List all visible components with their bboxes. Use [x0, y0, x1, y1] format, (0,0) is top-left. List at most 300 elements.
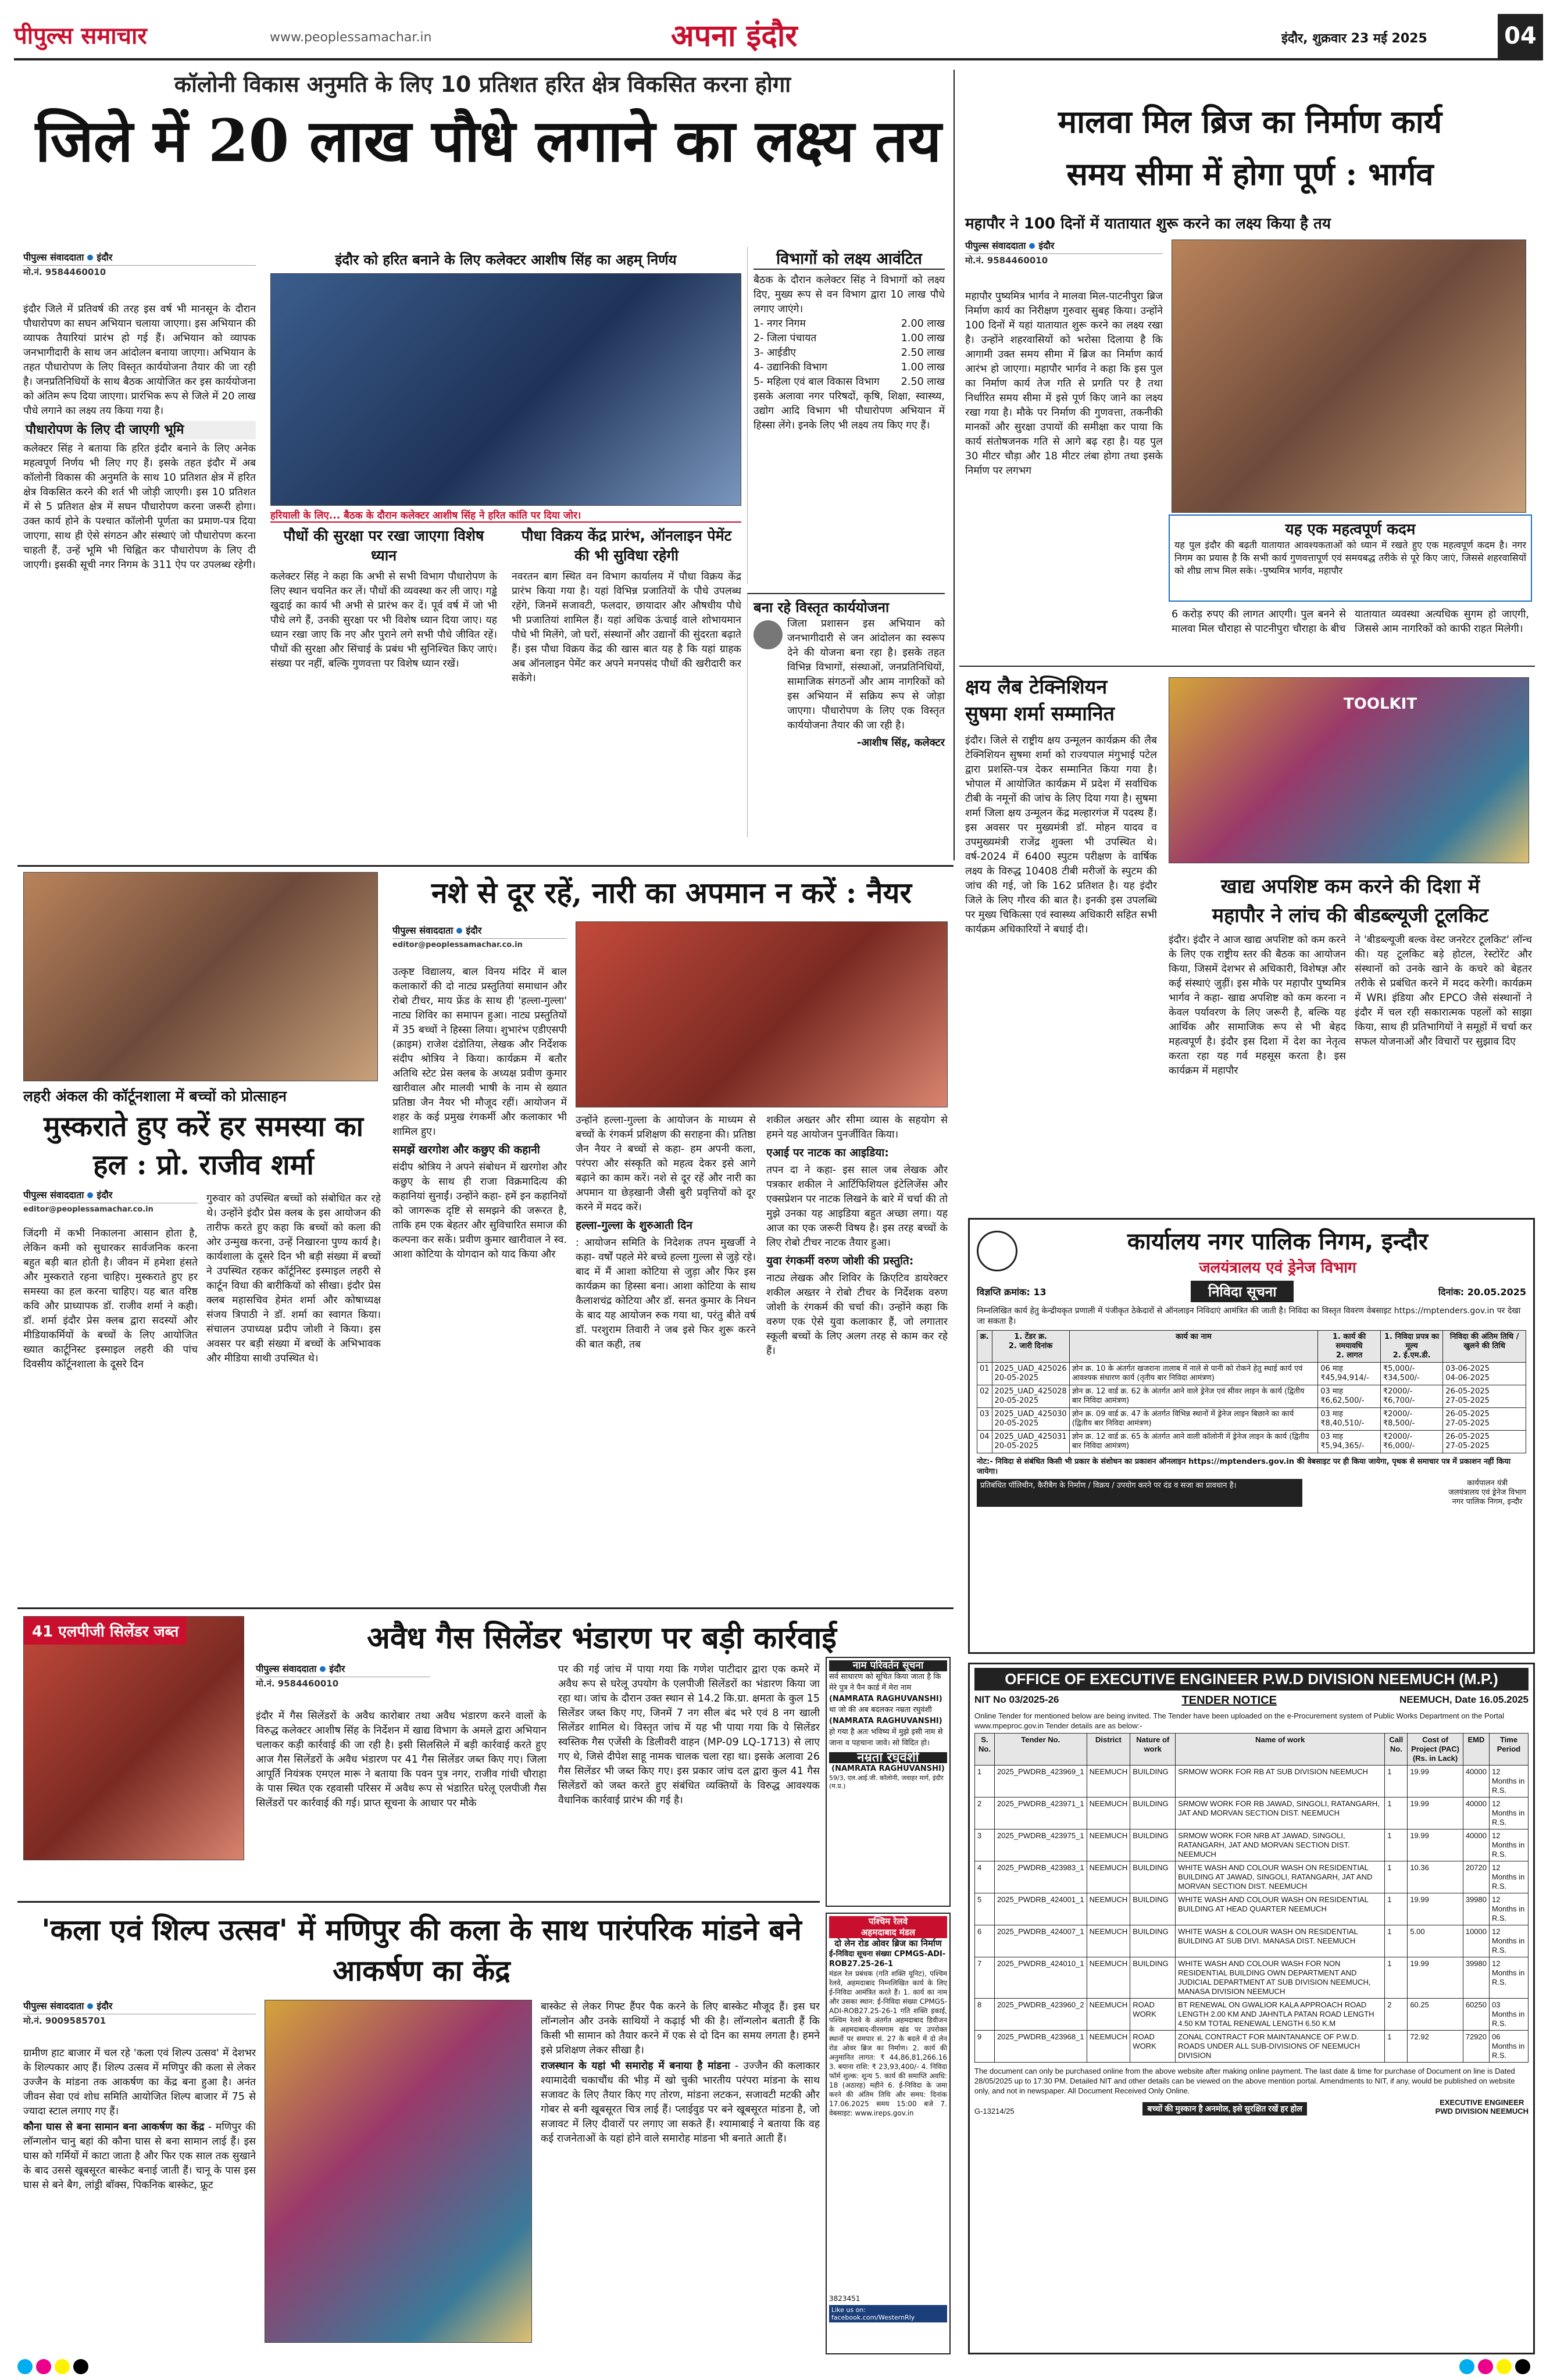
table-cell: 12 Months in R.S. [1490, 1957, 1529, 1999]
lpg-cylinders-photo [23, 1616, 244, 1860]
byline-mobile: मो.नं. 9584460010 [23, 267, 106, 277]
table-cell: 2025_UAD_425031 20-05-2025 [992, 1431, 1069, 1453]
ad-header [829, 1916, 947, 1938]
table-cell: 4 [975, 1861, 995, 1893]
table-cell: BUILDING [1130, 1861, 1176, 1893]
story1-byline [23, 251, 256, 278]
table-cell: 5 [975, 1893, 995, 1925]
paragraph: इंदौर जिले में प्रतिवर्ष की तरह इस वर्ष भी मानसून के दौरान पौधारोपण का सघन अभियान चलाया जाएगा। इस अभियान की व्यापक तैयारियां प्रारंभ हो गई हैं। अभियान को व्यापक जनभागीदारी के साथ जन आंदोलन बनाया जाएगा। अभियान के तहत पौधारोपण के लिए विस्तृत कार्ययोजना तैयार की जा रही है। जनप्रतिनिधियों के साथ बैठक आयोजित कर इस कार्ययोजना को अंतिम रूप दिया जाएगा। प्रारंभिक रूप से जिले में 20 लाख पौधे लगाने का लक्ष्य तय किया गया है। [23, 303, 256, 417]
table-cell: ज्ञोन क्र. 12 वार्ड क्र. 62 के अंतर्गत आने वाले ड्रेनेज एवं सीवर लाइन के कार्य (द्वितीय बार निविदा आमंत्रण) [1069, 1385, 1318, 1408]
table-header-cell: कार्य का नाम [1069, 1331, 1318, 1363]
railway-ad [826, 1913, 951, 2354]
table-cell: 1 [1385, 1797, 1408, 1829]
table-cell: 40000 [1463, 1829, 1489, 1861]
table-cell: 01 [977, 1363, 992, 1385]
table-cell: 06 Months in R.S. [1490, 2031, 1529, 2063]
story6-kicker: लहरी अंकल की कॉर्टूनशाला में बच्चों को प्रोत्साहन [23, 1088, 287, 1105]
table-cell: BUILDING [1130, 1925, 1176, 1957]
target-dept: 2- जिला पंचायत [753, 333, 817, 344]
table-header-cell: Name of work [1176, 1734, 1385, 1766]
target-value: 2.00 लाख [901, 318, 945, 330]
story2-col3: यातायात व्यवस्था अत्यधिक सुगम हो जाएगी, जिससे आम नागरिकों को काफी राहत मिलेगी। [1355, 609, 1529, 635]
story7-col1: इंदौर में गैस सिलेंडरों के अवैध कारोबार तथा अवैध भंडारण करने वालों के विरुद्ध कलेक्टर आशीष सिंह के निर्देशन में खाद्य विभाग के अमले द्वारा अभियान चलाकर कड़ी कार्रवाई की जा रही है। इसी सिलसिले में बड़ी कार्रवाई करते हुए आज गैस सिलेंडरों के अवैध भंडारण पर 41 गैस सिलेंडर जब्त किए गए। जिला आपूर्ति नियंत्रक एमएल मारू ने बताया कि पवन पुत्र नगर, राजीव गांधी चौराहा के पास स्थित एक रहवासी परिसर में अवैध रूप से भंडारित घरेलू एलपीजी गैस सिलेंडरों पर कार्रवाई की गई। प्राप्त सूचना के आधार पर मौके [256, 1710, 547, 1809]
table-cell: WHITE WASH AND COLOUR WASH ON RESIDENTIAL BUILDING AT HEAD QUARTER NEEMUCH [1176, 1893, 1385, 1925]
ad-intro: Online Tender for mentioned below are being invited. The Tender have been uploaded on the e-Procurement system of Public Works Department on the Portal www.mpeproc.gov.in Tender details are as below:- [974, 1711, 1505, 1730]
nagar-nigam-ad [968, 1218, 1535, 1654]
byline-name: पीपुल्स संवाददाता [23, 252, 84, 263]
story2-col1: महापौर पुष्यमित्र भार्गव ने मालवा मिल-पाटनीपुरा ब्रिज निर्माण कार्य का निरीक्षण गुरुवार सुबह किया। उन्होंने 100 दिनों में यहां यातायात शुरू करने का लक्ष्य रखा है। उन्होंने शहरवासियों को भरोसा दिलाया है कि आगामी उक्त समय सीमा में ब्रिज का निर्माण कार्य आरंभ हो जाएगा। महापौर भार्गव ने कहा कि इस पुल का निर्माण कार्य तेज गति से प्रगति पर है तथा निर्धारित समय सीमा में इसे पूर्ण किए जाने का लक्ष्य रखा गया है। मौके पर निर्माण की गुणवत्ता, तकनीकी मानकों और सुरक्षा उपायों की समीक्षा कर पाया कि कार्य संतोषजनक गति से आगे बढ़ रहा है। यह पुल 30 मीटर चौड़ा और 18 मीटर लंबा होगा तथा इसके निर्माण पर लगभग [965, 291, 1163, 477]
table-cell: 12 Months in R.S. [1490, 1766, 1529, 1797]
paragraph: बास्केट से लेकर गिफ्ट हैंपर पैक करने के लिए बास्केट मौजूद हैं। इस घर लॉन्गलोन और उनके साथियों ने कढ़ाई भी की है। लॉन्गलोन बताती हैं कि किसी भी सामान को तैयार करने में एक से दो दिन का समय लगता है। हमने इसे प्रशिक्षण लेकर सीखा है। [541, 2001, 820, 2056]
quote-text: जिला प्रशासन इस अभियान को जनभागीदारी से जन आंदोलन का स्वरूप देने की योजना बना रहा है। इसके तहत विभिन्न विभागों, संस्थाओं, जनप्रतिनिधियों, सामाजिक संगठनों और आम नागरिकों को इस अभियान में सक्रिय रूप से जोड़ा जाएगा। पौधारोपण के लिए एक विस्तृत कार्ययोजना तैयार की जा रही है। [787, 618, 945, 731]
target-value: 2.50 लाख [901, 376, 945, 388]
byline-city: इंदौर [329, 1663, 345, 1674]
bullet-icon [456, 928, 462, 934]
meeting-photo [270, 273, 741, 506]
target-box-title: विभागों को लक्ष्य आवंटित [753, 247, 945, 270]
byline-city: इंदौर [466, 925, 482, 936]
table-cell: 2025_PWDRB_423975_1 [994, 1829, 1087, 1861]
table-header-cell: S. No. [975, 1734, 995, 1766]
bullet-icon [87, 255, 93, 260]
ad-title: OFFICE OF EXECUTIVE ENGINEER P.W.D DIVISION NEEMUCH (M.P.) [974, 1668, 1529, 1691]
table-row [977, 1431, 1526, 1453]
table-cell: 04 [977, 1431, 992, 1453]
table-cell: NEEMUCH [1087, 1861, 1130, 1893]
table-cell: 19.99 [1408, 1957, 1463, 1999]
award-photo [1169, 677, 1529, 863]
subheading: युवा रंगकर्मी वरुण जोशी की प्रस्तुति: [766, 1255, 914, 1267]
table-cell: 12 Months in R.S. [1490, 1829, 1529, 1861]
table-cell: SRMOW WORK FOR RB AT SUB DIVISION NEEMUCH [1176, 1766, 1385, 1797]
paper-logo[interactable]: पीपुल्स समाचार [14, 22, 147, 49]
table-cell: 3 [975, 1829, 995, 1861]
target-row [753, 375, 945, 389]
table-header-cell: क्र. [977, 1331, 992, 1363]
facebook-link[interactable]: Like us on: facebook.com/WesternRly [829, 2305, 947, 2322]
story5-col2 [576, 1113, 756, 1599]
cartoon-workshop-photo [23, 872, 378, 1081]
story4-col2: ने 'बीडब्ल्यूजी बल्क वेस्ट जनरेटर टूलकिट' लॉन्च की। यह टूलकिट बड़े होटल, रेस्टोरेंट और संस्थानों को उनके खाने के कचरे को बेहतर तरीके से प्रबंधित करने में मदद करेगी। कार्यक्रम में WRI इंडिया और EPCO जैसे संस्थानों ने इंदौर में चल रही सकारात्मक पहलों को साझा किया, साथ ही प्रतिभागियों ने समूहों में चर्चा कर सफल योजनाओं और विचारों पर सुझाव दिए [1355, 934, 1532, 1048]
target-box [747, 247, 945, 584]
ad-title: दो लेन रोड ओवर ब्रिज का निर्माण [834, 1938, 942, 1949]
byline-mobile: मो.नं. 9009585701 [23, 2016, 106, 2026]
table-row [975, 1957, 1529, 1999]
table-cell: ZONAL CONTRACT FOR MAINTANANCE OF P.W.D. ROADS UNDER ALL SUB-DIVISIONS OF NEEMUCH DIVISION [1176, 2031, 1385, 2063]
table-cell: 5.00 [1408, 1925, 1463, 1957]
table-cell: 03 माह ₹5,94,365/- [1318, 1431, 1381, 1453]
ad-body: मंडल रेल प्रबंधक (गति शक्ति यूनिट), पश्चिम रेलवे, अहमदाबाद निम्नलिखित कार्य के लिए ई-निविदा आमंत्रित करते हैं। 1. कार्य का नाम और उसका स्थान: ई-निविदा संख्या CPMGS-ADI-ROB27.25-26-1 गति शक्ति इकाई, पश्चिम रेलवे के अंतर्गत अहमदाबाद डिवीजन के अहमदाबाद-वीरमगाम खंड पर उपरोक्त स्थानों पर समपार सं. 27 के बदले में दो लेन रोड ओवर ब्रिज का निर्माण। 2. कार्य की अनुमानित लागत: ₹ 44,86,81,266.16 3. बयाना राशि: ₹ 23,93,400/- 4. निविदा फॉर्म शुल्क: शून्य 5. कार्य की समाप्ति अवधि: 18 (अठारह) महीने 6. ई-निविदा के जमा करने की अंतिम तिथि और समय: दिनांक 17.06.2025 समय 15:00 बजे 7. वेबसाइट: www.ireps.gov.in [829, 1970, 947, 2117]
table-row [975, 1861, 1529, 1893]
table-cell: 2 [1385, 1999, 1408, 2031]
paragraph: कलेक्टर सिंह ने बताया कि हरित इंदौर बनाने के लिए अनेक महत्वपूर्ण निर्णय भी लिए गए हैं। इसके तहत इंदौर में अब कॉलोनी विकास की अनुमति के साथ 10 प्रतिशत क्षेत्र में हरित क्षेत्र विकसित करने की शर्त भी जोड़ी जाएगी। इस 10 प्रतिशत में से 5 प्रतिशत क्षेत्र में सघन पौधारोपण करना जरूरी होगा। उक्त कार्य होने के पश्चात कॉलोनी पूर्णता का प्रमाण-पत्र दिया जाएगा, साथ ही ऐसे संगठन और संस्थाएं जो पौधारोपण करना चाहती हैं, उन्हें भूमि भी चिह्नित कर पौधारोपण के लिए दी जाएगी। इसकी सूची नगर निगम के 311 ऐप पर उपलब्ध रहेगी। [23, 443, 256, 571]
subheading: एआई पर नाटक का आइडिया: [766, 1146, 889, 1159]
story5-col1 [392, 965, 567, 1599]
story6-headline: मुस्कराते हुए करें हर समस्या का हल : प्रो. राजीव शर्मा [43, 1110, 364, 1181]
table-cell: 12 Months in R.S. [1490, 1861, 1529, 1893]
toolkit-label: TOOLKIT [1344, 695, 1417, 713]
table-header-cell: Call No. [1385, 1734, 1408, 1766]
tender-table [977, 1330, 1526, 1453]
table-cell: 2025_PWDRB_424010_1 [994, 1957, 1087, 1999]
section-divider [17, 1901, 820, 1903]
story8-col2 [541, 2000, 820, 2343]
table-cell: SRMOW WORK FOR RB JAWAD, SINGOLI, RATANGARH, JAT AND MORVAN SECTION DIST. NEEMUCH [1176, 1797, 1385, 1829]
table-cell: 02 [977, 1385, 992, 1408]
table-cell: 2025_PWDRB_423960_2 [994, 1999, 1087, 2031]
table-cell: 9 [975, 2031, 995, 2063]
byline-name: पीपुल्स संवाददाता [23, 2000, 84, 2011]
story3-headline1: क्षय लैब टेक्निशियन [965, 676, 1108, 699]
ad-title: नाम परिवर्तन सूचना [829, 1660, 947, 1671]
story5-headline: नशे से दूर रहें, नारी का अपमान न करें : नैयर [431, 875, 912, 910]
story2-col2: 6 करोड़ रुपए की लागत आएगी। पुल बनने से मालवा मिल चौराहा से पाटनीपुरा चौराहा के बीच [1172, 609, 1346, 635]
table-cell: BT RENEWAL ON GWALIOR KALA APPROACH ROAD LENGTH 2.00 KM AND JAHNTLA PATAN ROAD LENGTH 4.50 KM TOTAL RENEWAL LENGTH 6.50 K.M [1176, 1999, 1385, 2031]
play-performance-photo [576, 921, 948, 1107]
story3-text: इंदौर। जिले से राष्ट्रीय क्षय उन्मूलन कार्यक्रम की लैब टेक्निशियन सुषमा शर्मा को राज्यपाल मंगुभाई पटेल द्वारा प्रशस्ति-पत्र देकर सम्मानित किया गया है। भोपाल में आयोजित कार्यक्रम में प्रदेश में सर्वाधिक टीबी के नमूनों की जांच के लिए दिया गया है। सुषमा शर्मा जिला क्षय उन्मूलन केंद्र मल्हारगंज में पदस्थ हैं। इस अवसर पर मुख्यमंत्री डॉ. मोहन यादव व उपमुख्यमंत्री राजेंद्र शुक्ला भी उपस्थित थे। वर्ष-2024 में 6400 स्पुटम परीक्षण के वार्षिक लक्ष्य के विरुद्ध 10408 टीबी मरीजों के स्पुटम की जांच की गई, जो कि 162 प्रतिशत है। यह इंदौर जिले के लिए गौरव की बात है। इनकी इस उपलब्धि पर मुख्य चिकित्सा एवं स्वास्थ्य अधिकारी सहित सभी कार्यक्रम अधिकारियों ने बधाई दी। [965, 735, 1157, 935]
story2-headline2: समय सीमा में होगा पूर्ण : भार्गव [1066, 155, 1434, 192]
ad-slogan: बच्चों की मुस्कान है अनमोल, इसे सुरक्षित रखें हर होल [1142, 2102, 1306, 2115]
section-divider [17, 865, 954, 867]
paragraph: - मणिपुर की लॉन्गलोन चानु बहां की कौना घास से बना सामान लाई हैं। इस घास को गर्मियों में काटा जाता है और फिर एक साल तक सुखाने के बाद उससे खूबसूरत बास्केट बनाई जाती हैं। चानू के पास इस घास से बने बैग, लांड्री बॉक्स, पिकनिक बास्केट, फ्रूट [23, 2121, 256, 2191]
table-cell: 39980 [1463, 1893, 1489, 1925]
notice-date: दिनांक: 20.05.2025 [1438, 1286, 1526, 1298]
yellow-mark [1497, 2359, 1512, 2374]
table-header-cell: 1. निविदा प्रपत्र का मूल्य 2. ई.एम.डी. [1380, 1331, 1442, 1363]
story6-col2: गुरुवार को उपस्थित बच्चों को संबोधित कर रहे थे। उन्होंने इंदौर प्रेस क्लब के इस आयोजन की तारीफ करते हुए कहा कि बच्चों को कला की ओर उन्मुख करना, उन्हें निखारना पुण्य कार्य है। कार्यशाला के दूसरे दिन भी बड़ी संख्या में बच्चों ने उपस्थित रहकर कॉर्टूनिस्ट इस्माइल लहरी से कार्टून विधा की बारीकियों को सीखा। इंदौर प्रेस क्लब महासचिव हेमंत शर्मा और कोषाध्यक्ष संजय त्रिपाठी ने डॉ. शर्मा का स्वागत किया। संचालन उपाध्यक्ष प्रदीप जोशी ने किया। इस अवसर पर बड़ी संख्या में बच्चों के अभिभावक और मीडिया साथी उपस्थित थे। [206, 1193, 381, 1364]
place-date: NEEMUCH, Date 16.05.2025 [1399, 1694, 1529, 1705]
quote-author: -आशीष सिंह, कलेक्टर [856, 737, 945, 749]
table-header-cell: EMD [1463, 1734, 1489, 1766]
nit-number: NIT No 03/2025-26 [974, 1694, 1059, 1705]
table-cell: NEEMUCH [1087, 1999, 1130, 2031]
table-cell: ROAD WORK [1130, 2031, 1176, 2063]
target-dept: 3- आईडीए [753, 347, 797, 359]
table-cell: 26-05-2025 27-05-2025 [1443, 1385, 1526, 1408]
table-cell: 2025_UAD_425028 20-05-2025 [992, 1385, 1069, 1408]
table-cell: 10000 [1463, 1925, 1489, 1957]
target-intro: बैठक के दौरान कलेक्टर सिंह ने विभागों को लक्ष्य दिए, मुख्य रूप से वन विभाग द्वारा 10 लाख पौधे लगाए जाएंगे। [753, 274, 945, 315]
story1-col2: कलेक्टर सिंह ने कहा कि अभी से सभी विभाग पौधारोपण के लिए स्थान चयनित कर लें। पौधों की व्यवस्था कर ली जाए। गड्ढे खुदाई का कार्य भी अभी से प्रारंभ कर दें। पूर्व वर्ष में जो भी पौधे लगे हैं, उनकी सुरक्षा पर भी विशेष ध्यान दिया जाए। यह ध्यान रखा जाए कि नए और पुराने लगे सभी पौधे जीवित रहें। पौधों की सुरक्षा और सिंचाई के प्रबंध भी सुनिश्चित किए जाएं। संख्या पर नहीं, बल्कि गुणवत्ता पर विशेष ध्यान रखें। [270, 571, 497, 670]
ad-address: 59/3, एल.आई.जी. कॉलोनी, जवाहर मार्ग, इंदौर (म.प्र.) [829, 1774, 944, 1790]
table-cell: 6 [975, 1925, 995, 1957]
caption-text: यह पुल इंदौर की बढ़ती यातायात आवश्यकताओं को ध्यान में रखते हुए एक महत्वपूर्ण कदम है। नगर निगम का प्रयास है कि सभी कार्य गुणवत्तापूर्ण एवं समयबद्ध तरीके से पूरे किए जाएं, जिससे शहरवासियों को शीघ्र लाभ मिल सके। -पुष्यमित्र भार्गव, महापौर [1174, 539, 1526, 576]
paragraph: संदीप श्रोत्रिय ने अपने संबोधन में खरगोश और कछुए के साथ ही राजा विक्रमादित्य की कहानियां सुनाईं। उन्होंने कहा- हमें इन कहानियों को जागरूक दृष्टि से समझने की जरूरत है, ताकि हम एक बेहतर और सुविचारित समाज की कल्पना कर सकें। प्रवीण कुमार खारीवाल ने स्व. आशा कोटिया के योगदान को याद किया और [392, 1162, 567, 1260]
table-cell: 1 [1385, 2031, 1408, 2063]
target-value: 1.00 लाख [901, 333, 945, 344]
bullet-icon [87, 2003, 93, 2009]
table-cell: 03-06-2025 04-06-2025 [1443, 1363, 1526, 1385]
table-cell: ₹2000/- ₹6,000/- [1380, 1431, 1442, 1453]
byline-city: इंदौर [1038, 240, 1055, 251]
notice-number: विज्ञप्ति क्रमांक: 13 [977, 1286, 1047, 1298]
story1-col1 [23, 302, 256, 837]
table-header-cell: Tender No. [994, 1734, 1087, 1766]
color-registration-marks [17, 2359, 92, 2377]
story2-deck: महापौर ने 100 दिनों में यातायात शुरू करने का लक्ष्य किया है तय [965, 215, 1331, 233]
photo-caption: हरियाली के लिए... बैठक के दौरान कलेक्टर आशीष सिंह ने हरित कांति पर दिया जोर। [270, 508, 741, 523]
table-cell: 20720 [1463, 1861, 1489, 1893]
emblem-icon [977, 1231, 1017, 1271]
subheading: कौना घास से बना सामान बना आकर्षण का केंद्र [23, 2121, 205, 2133]
table-cell: 1 [1385, 1766, 1408, 1797]
table-cell: 26-05-2025 27-05-2025 [1443, 1431, 1526, 1453]
story1-photo-deck: इंदौर को हरित बनाने के लिए कलेक्टर आशीष सिंह का अहम् निर्णय [335, 252, 677, 268]
table-cell: WHITE WASH AND COLOUR WASH FOR NON RESIDENTIAL BUILDING OWN DEPARTMENT AND JUDICIAL DEPARTMENT AT SUB DIVISION NEEMUCH, MANASA DIVISION NEEMUCH [1176, 1957, 1385, 1999]
quote-title: बना रहे विस्तृत कार्ययोजना [753, 599, 890, 616]
story1-kicker: कॉलोनी विकास अनुमति के लिए 10 प्रतिशत हरित क्षेत्र विकसित करना होगा [174, 72, 791, 97]
dateline: इंदौर, शुक्रवार 23 मई 2025 [1281, 31, 1427, 46]
table-cell: 72920 [1463, 2031, 1489, 2063]
bridge-photo [1172, 240, 1526, 513]
yellow-mark [55, 2359, 70, 2374]
paragraph: तपन दा ने कहा- इस साल जब लेखक और पत्रकार शकील ने आर्टिफिशियल इंटेलिजेंस और एक्सप्रेशन पर नाटक लिखने के बारे में चर्चा की तो मुझे उनका यह आइडिया बहुत अच्छा लगा। यह आज का एक जरूरी विषय है। इस तरह बच्चों के लिए रोबो टीचर नाटक तैयार हुआ। [766, 1164, 948, 1249]
ad-footer-left: प्रतिबंधित पॉलिथीन, कैरीबैग के निर्माण / विक्रय / उपयोग करने पर दंड व सजा का प्रावधान है। [977, 1479, 1302, 1507]
target-dept: 5- महिला एवं बाल विकास विभाग [753, 376, 880, 388]
target-outro: इसके अलावा नगर परिषदों, कृषि, शिक्षा, स्वास्थ्य, उद्योग आदि विभाग भी पौधारोपण अभियान में हिस्सा लेंगे। इनके लिए भी लक्ष्य तय किए गए हैं। [753, 391, 945, 431]
byline-city: इंदौर [97, 252, 113, 263]
target-row [753, 346, 945, 360]
table-cell: 7 [975, 1957, 995, 1999]
cyan-mark [1459, 2359, 1474, 2374]
table-cell: ₹2000/- ₹6,700/- [1380, 1385, 1442, 1408]
table-cell: 2 [975, 1797, 995, 1829]
table-row [975, 1925, 1529, 1957]
bullet-icon [87, 1192, 93, 1198]
table-cell: NEEMUCH [1087, 1829, 1130, 1861]
table-cell: 03 माह ₹8,40,510/- [1318, 1408, 1381, 1431]
table-cell: 12 Months in R.S. [1490, 1893, 1529, 1925]
story7-headline: अवैध गैस सिलेंडर भंडारण पर बड़ी कार्रवाई [367, 1620, 837, 1656]
story1-sub3: पौधा विक्रय केंद्र प्रारंभ, ऑनलाइन पेमेंट की भी सुविधा रहेगी [521, 527, 732, 564]
table-cell: 60250 [1463, 1999, 1489, 2031]
quote-box [747, 593, 945, 837]
subheading: पौधारोपण के लिए दी जाएगी भूमि [23, 421, 256, 439]
table-row [975, 1893, 1529, 1925]
table-cell: 1 [1385, 1957, 1408, 1999]
table-row [975, 1829, 1529, 1861]
subheading: समझें खरगोश और कछुए की कहानी [392, 1143, 540, 1156]
story8-col1 [23, 2046, 256, 2343]
tender-heading: ई-निविदा सूचना संख्या CPMGS-ADI-ROB27.25-26-1 [829, 1950, 946, 1968]
table-cell: 8 [975, 1999, 995, 2031]
table-header-cell: 1. टेंडर क्र. 2. जारी दिनांक [992, 1331, 1069, 1363]
ad-title: कार्यालय नगर पालिक निगम, इन्दौर [1127, 1228, 1429, 1255]
color-registration-marks [1459, 2359, 1534, 2377]
table-cell: ज्ञोन क्र. 10 के अंतर्गत खजराना तालाब में नाले से पानी को रोकने हेतु स्थाई कार्य एवं आवश्यक संधारण कार्य (तृतीय बार निविदा आमंत्रण) [1069, 1363, 1318, 1385]
ad-signature: कार्यपालन यंत्री जलयंत्रालय एवं ड्रेनेज विभाग नगर पालिक निगम, इन्दौर [1448, 1479, 1526, 1506]
table-cell: ज्ञोन क्र. 12 वार्ड क्र. 65 के अंतर्गत आने वाली कॉलोनी में ड्रेनेज लाइन के कार्य (द्वितीय बार निविदा आमंत्रण) [1069, 1431, 1318, 1453]
table-cell: 1 [1385, 1893, 1408, 1925]
railway-division: अहमदाबाद मंडल [860, 1927, 916, 1938]
table-cell: 40000 [1463, 1797, 1489, 1829]
story2-byline [965, 240, 1163, 267]
table-cell: ₹2000/- ₹8,500/- [1380, 1408, 1442, 1431]
story1-sub2: पौधों की सुरक्षा पर रखा जाएगा विशेष ध्यान [283, 527, 484, 564]
table-cell: 10.36 [1408, 1861, 1463, 1893]
story8-byline [23, 2000, 256, 2027]
bullet-icon [320, 1666, 326, 1672]
table-cell: NEEMUCH [1087, 1925, 1130, 1957]
cyan-mark [17, 2359, 33, 2374]
story8-headline: 'कला एवं शिल्प उत्सव' में मणिपुर की कला के साथ पारंपरिक मांडने बने आकर्षण का केंद्र [41, 1913, 802, 1988]
paragraph: - उज्जैन की कलाकार श्यामादेवी चकाचौंध की भीड़ में खो चुकी भारतीय परंपरा मांडना के साथ सजावट के लिए तैयार किए गए तोरण, मांडना लटकन, सजावटी मटकी और गोबर से बनी खूबसूरत चित्र लाई हैं। प्लाईवुड पर बने खूबसूरत मांडना है, जो सजावट में लिए दीवारों पर लगाए जा सकते हैं। श्यामाबाई ने बताया कि वह कई राजनेताओं के यहां होने वाले समारोह मांडना भी बनाते आती हैं। [541, 2060, 820, 2145]
target-row [753, 331, 945, 346]
railway-name: पश्चिम रेलवे [868, 1916, 908, 1927]
table-cell: 1 [975, 1766, 995, 1797]
subheading: हल्ला-गुल्ला के शुरुआती दिन [576, 1219, 692, 1232]
subheading: राजस्थान के यहां भी समारोह में बनाया है मांडना [541, 2060, 730, 2072]
ad-ref: G-13214/25 [974, 2107, 1015, 2115]
table-header-cell: 1. कार्य की समयावधि 2. लागत [1318, 1331, 1381, 1363]
table-cell: 12 Months in R.S. [1490, 1797, 1529, 1829]
pwd-ad [968, 1663, 1535, 2354]
table-row [975, 2031, 1529, 2063]
magenta-mark [36, 2359, 51, 2374]
ad-subtitle: जलयंत्रालय एवं ड्रेनेज विभाग [1199, 1259, 1356, 1277]
ad-ref: 3823451 [829, 2295, 860, 2303]
table-cell: NEEMUCH [1087, 1957, 1130, 1999]
story6-byline [23, 1189, 198, 1216]
byline-email[interactable]: editor@peoplessamachar.co.in [392, 941, 523, 949]
table-header-cell: Time Period [1490, 1734, 1529, 1766]
ad-text: सर्व साधारण को सूचित किया जाता है कि मेरे पुत्र ने पैन कार्ड में मेरा नाम [829, 1673, 941, 1692]
table-row [977, 1408, 1526, 1431]
masthead [14, 14, 1543, 60]
new-name: (NAMRATA RAGHUVANSHI) [829, 1717, 942, 1725]
table-header-cell: District [1087, 1734, 1130, 1766]
target-dept: 1- नगर निगम [753, 318, 806, 330]
ad-text: था जो की अब [829, 1706, 869, 1714]
table-cell: 40000 [1463, 1766, 1489, 1797]
black-mark [73, 2359, 88, 2374]
paragraph: उन्होंने हल्ला-गुल्ला के आयोजन के माध्यम से बच्चों के रंगकर्म प्रशिक्षण की सराहना की। प्रतिष्ठा जैन नैयर ने बच्चों से कहा- हम अपनी कला, परंपरा और संस्कृति को महत्व देकर इसे आगे बढ़ाने का काम करें। नशे से दूर रहें और नारी का अपमान या छेड़खानी जैसी बुरी प्रवृत्तियों को दूर करने में मदद करें। [576, 1114, 756, 1213]
table-cell: 1 [1385, 1925, 1408, 1957]
pwd-tender-table [974, 1733, 1529, 2063]
table-cell: 19.99 [1408, 1797, 1463, 1829]
old-name: (NAMRATA RAGHUVANSHI) [829, 1695, 942, 1703]
table-header-cell: Nature of work [1130, 1734, 1176, 1766]
target-dept: 4- उद्यानिकी विभाग [753, 362, 827, 373]
byline-name: पीपुल्स संवाददाता [965, 240, 1026, 251]
target-value: 2.50 लाख [901, 347, 945, 359]
paragraph: : आयोजन समिति के निदेशक तपन मुखर्जी ने कहा- वर्षों पहले मेरे बच्चे हल्ला गुल्ला से जुड़े रहे। बाद में मैं आशा कोटिया से जुड़ा और फिर इस कार्यक्रम का हिस्सा बना। आशा कोटिया के साथ कैलाशचंद्र कोटिया और डॉ. सनत कुमार के निधन के बाद यह आयोजन रुक गया था, परंतु बीते वर्ष डॉ. परशुराम तिवारी ने जब इसे फिर शुरू करने की बात कही, तब [576, 1237, 756, 1350]
table-cell: NEEMUCH [1087, 1766, 1130, 1797]
ad-footer-text: The document can only be purchased online from the above website after making online payment. The last date & time for purchase of Document on line is Dated 28/05/2025 up to 17:30 PM. Detailed NIT and other details can be viewed on the above mention portal. Amendments to NIT, if any, would be published on website only, and not in newspaper. All Document Received Only Online. [974, 2067, 1515, 2095]
table-cell: 39980 [1463, 1957, 1489, 1999]
page-number: 04 [1498, 14, 1543, 58]
target-row [753, 360, 945, 375]
paragraph: शकील अख्तर और सीमा व्यास के सहयोग से हमने यह आयोजन पुनर्जीवित किया। [766, 1114, 948, 1141]
table-cell: 1 [1385, 1829, 1408, 1861]
byline-mobile: मो.नं. 9584460010 [256, 1678, 339, 1689]
table-cell: 19.99 [1408, 1893, 1463, 1925]
table-cell: BUILDING [1130, 1957, 1176, 1999]
table-cell: 72.92 [1408, 2031, 1463, 2063]
caption-title: यह एक महत्वपूर्ण कदम [1285, 521, 1416, 538]
story7-byline [256, 1663, 430, 1690]
story2-caption-box [1169, 514, 1532, 602]
table-cell: ₹5,000/- ₹34,500/- [1380, 1363, 1442, 1385]
table-cell: 60.25 [1408, 1999, 1463, 2031]
table-cell: 2025_PWDRB_423969_1 [994, 1766, 1087, 1797]
table-cell: ROAD WORK [1130, 1999, 1176, 2031]
table-cell: SRMOW WORK FOR NRB AT JAWAD, SINGOLI, RATANGARH, JAT AND MORVAN SECTION DIST. NEEMUCH [1176, 1829, 1385, 1861]
magenta-mark [1478, 2359, 1493, 2374]
byline-name: पीपुल्स संवाददाता [392, 925, 453, 936]
story3-headline2: सुषमा शर्मा सम्मानित [965, 702, 1115, 726]
byline-name: पीपुल्स संवाददाता [23, 1189, 84, 1200]
ad-signature: EXECUTIVE ENGINEER PWD DIVISION NEEMUCH [1435, 2098, 1529, 2115]
table-cell: 06 माह ₹45,94,914/- [1318, 1363, 1381, 1385]
black-mark [1515, 2359, 1530, 2374]
ad-note: नोट:- निविदा से संबंधित किसी भी प्रकार के संशोधन का प्रकाशन ऑनलाइन https://mptenders.gov.in की वेबसाइट पर ही किया जायेगा, पृथक से समाचार पत्र में प्रकाशन नहीं किया जायेगा। [977, 1457, 1511, 1476]
story4-headline1: खाद्य अपशिष्ट कम करने की दिशा में [1220, 875, 1480, 898]
table-cell: NEEMUCH [1087, 1797, 1130, 1829]
table-header-cell: Cost of Project (PAC) (Rs. in Lack) [1408, 1734, 1463, 1766]
table-row [975, 1766, 1529, 1797]
website-link[interactable]: www.peoplessamachar.in [270, 30, 432, 45]
table-cell: 2025_PWDRB_423971_1 [994, 1797, 1087, 1829]
target-row [753, 317, 945, 331]
story7-col2: पर की गई जांच में पाया गया कि गणेश पाटीदार द्वारा एक कमरे में अवैध रूप से घरेलू उपयोग के एलपीजी सिलेंडरों का भंडारण किया जा रहा था। जांच के दौरान उक्त स्थान से 14.2 कि.ग्रा. क्षमता के कुल 15 सिलेंडर जब्त किए गए, जिनमें 7 नग सील बंद भरे एवं 8 नग खाली सिलेंडर शामिल थे। विस्तृत जांच में यह भी पाया गया कि ये सिलेंडर स्वस्तिक गैस एजेंसी के डिलीवरी वाहन (MP-09 LQ-1713) से लाए गए थे, जिसे दीपेश साहू नामक चालक चला रहा था। इसके अलावा 26 गैस सिलेंडर भी जब्त किए गए। इस प्रकार जांच दल द्वारा कुल 41 गैस सिलेंडरों को जब्त करते हुए संबंधित व्यक्तियों के विरुद्ध आवश्यक वैधानिक कार्रवाई प्रारंभ की गई है। [558, 1664, 820, 1806]
section-divider [959, 666, 1535, 667]
table-row [975, 1797, 1529, 1829]
column-divider [954, 70, 955, 860]
paragraph: ग्रामीण हाट बाजार में चल रहे 'कला एवं शिल्प उत्सव' में देशभर के शिल्पकार आए हैं। शिल्प उत्सव में मणिपुर की कला से लेकर उज्जैन के मांडना तक आकर्षण का केंद्र बना हुआ है। अनंत जीवन सेवा एवं शोध समिति आयोजित शिल्प बाजार में 75 से ज्यादा स्टाल लगाए गए हैं। [23, 2047, 256, 2117]
table-cell: 2025_UAD_425030 20-05-2025 [992, 1408, 1069, 1431]
target-list [753, 317, 945, 389]
table-header-cell: निविदा की अंतिम तिथि / खुलने की तिथि [1443, 1331, 1526, 1363]
table-cell: 19.99 [1408, 1829, 1463, 1861]
section-divider [17, 1607, 954, 1609]
paragraph: नाट्य लेखक और शिविर के क्रिएटिव डायरेक्टर शकील अख्तर ने रोबो टीचर के निर्देशक वरुण जोशी के रंगकर्म की चर्चा की। उन्होंने कहा कि वरुण एक ऐसे युवा कलाकार हैं, जो लगातार स्कूली बच्चों के लिए अलग तरह से काम कर रहे हैं। [766, 1273, 948, 1357]
table-cell: 26-05-2025 27-05-2025 [1443, 1408, 1526, 1431]
table-cell: 12 Months in R.S. [1490, 1925, 1529, 1957]
table-cell: WHITE WASH AND COLOUR WASH ON RESIDENTIAL BUILDING AT JAWAD, SINGOLI, RATANGARH, JAT AND MORVAN SECTION DIST. NEEMUCH [1176, 1861, 1385, 1893]
table-cell: NEEMUCH [1087, 1893, 1130, 1925]
byline-city: इंदौर [97, 1189, 113, 1200]
paragraph: उत्कृष्ट विद्यालय, बाल विनय मंदिर में बाल कलाकारों की दो नाट्य प्रस्तुतियां समाधान और रोबो टीचर, माय फ्रेंड के साथ ही 'हल्ला-गुल्ला' नाट्य शिविर का समापन हुआ। नाट्य प्रस्तुतियों में 35 बच्चों ने हिस्सा लिया। शुभारंभ एडीएसपी (क्राइम) राजेश दंडोतिया, लेखक और निर्देशक संदीप श्रोत्रिय ने किया। कार्यक्रम में बतौर अतिथि स्टेट प्रेस क्लब के अध्यक्ष प्रवीण कुमार खारीवाल और मालवी भाषी के नाम से ख्यात प्रतिष्ठा जैन नैयर भी मौजूद रहीं। आयोजन में शहर के कई प्रमुख रंगकर्मी और कलाकार भी शामिल हुए। [392, 966, 567, 1138]
table-cell: BUILDING [1130, 1893, 1176, 1925]
notice-label: TENDER NOTICE [1181, 1694, 1277, 1707]
story1-col3: नवरतन बाग स्थित वन विभाग कार्यालय में पौधा विक्रय केंद्र प्रारंभ किया गया है। यहां विभिन्न प्रजातियों के पौधे उपलब्ध रहेंगे, जिनमें सजावटी, फलदार, छायादार और औषधीय पौधे भी प्रजातियां शामिल हैं। यहां अधिक ऊंचाई वाले शोभायमान पौधे भी मिलेंगे, जो घरों, संस्थानों और उद्यानों की सुंदरता बढ़ाते हैं। इस पौधा विक्रय केंद्र की खास बात यह है कि यहां ग्राहक अब ऑनलाइन पेमेंट कर अपने मनपसंद पौधों की खरीदारी कर सकेंगे। [512, 571, 741, 684]
story5-col3 [766, 1113, 948, 1599]
ad-intro: निम्नलिखित कार्य हेतु केन्द्रीयकृत प्रणाली में पंजीकृत ठेकेदारों से ऑनलाइन निविदाएं आमंत्रित की जाती है। निविदा का विस्तृत विवरण वेबसाइट https://mptenders.gov.in पर देखा जा सकता है। [977, 1306, 1521, 1326]
byline-email[interactable]: editor@peoplessamachar.co.in [23, 1205, 153, 1214]
table-row [975, 1999, 1529, 2031]
craft-fair-photo [265, 2000, 532, 2343]
story6-col1: जिंदगी में कभी निकालना आसान होता है, लेकिन कमी को सुधारकर सार्वजनिक करना बहुत बड़ी बात होती है। जीवन में हमेशा हंसते और मुस्कराते रहना चाहिए। मुस्कराते हुए हर समस्या का हल करना चाहिए। यह बात वरिष्ठ कवि और प्राध्यापक डॉ. राजीव शर्मा ने कही। डॉ. शर्मा इंदौर प्रेस क्लब द्वारा सदस्यों और मीडियाकर्मियों के बच्चों के लिए आयोजित ख्यात कार्टूनिस्ट इस्माइल लहरी की पांच दिवसीय कॉर्टूनशाला के दूसरे दिन [23, 1228, 198, 1370]
table-cell: 1 [1385, 1861, 1408, 1893]
story4-col1: इंदौर। इंदौर ने आज खाद्य अपशिष्ट को कम करने के लिए एक राष्ट्रीय स्तर की बैठक का आयोजन किया, जिसमें देशभर से अधिकारी, विशेषज्ञ और कई संस्थाएं जुड़ीं। इस मौके पर महापौर पुष्यमित्र भार्गव ने कहा- खाद्य अपशिष्ट को कम करना न केवल पर्यावरण के लिए जरूरी है, बल्कि यह आर्थिक और सामाजिक रूप से भी बेहद महत्वपूर्ण है। इंदौर इस दिशा में देश का नेतृत्व करता रहा यह गर्व महसूस करता है। इस कार्यक्रम में महापौर [1169, 934, 1346, 1077]
table-cell: 2025_PWDRB_423968_1 [994, 2031, 1087, 2063]
table-cell: BUILDING [1130, 1766, 1176, 1797]
table-cell: 03 [977, 1408, 992, 1431]
table-cell: WHITE WASH & COLOUR WASH ON RESIDENTIAL BUILDING AT SUB DIVI. MANASA DIST. NEEMUCH [1176, 1925, 1385, 1957]
byline-mobile: मो.नं. 9584460010 [965, 255, 1048, 266]
quote-avatar [753, 620, 783, 649]
byline-name: पीपुल्स संवाददाता [256, 1663, 317, 1674]
photo-badge: 41 एलपीजी सिलेंडर जब्त [24, 1617, 187, 1645]
ad-text: हो गया है अतः भविष्य में मुझे इसी नाम से जाना व पहचाना जावे। सो विदित हो। [829, 1728, 943, 1748]
story2-headline1: मालवा मिल ब्रिज का निर्माण कार्य [1058, 103, 1442, 140]
table-cell: 19.99 [1408, 1766, 1463, 1797]
table-cell: BUILDING [1130, 1797, 1176, 1829]
section-title: अपना इंदौर [671, 18, 798, 53]
table-cell: ज्ञोन क्र. 09 वार्ड क्र. 47 के अंतर्गत विभिन्न स्थानों में ड्रेनेज लाइन बिछाने का कार्य (द्वितीय बार निविदा आमंत्रण) [1069, 1408, 1318, 1431]
ad-sign-english: (NAMRATA RAGHUVANSHI) [831, 1764, 945, 1773]
